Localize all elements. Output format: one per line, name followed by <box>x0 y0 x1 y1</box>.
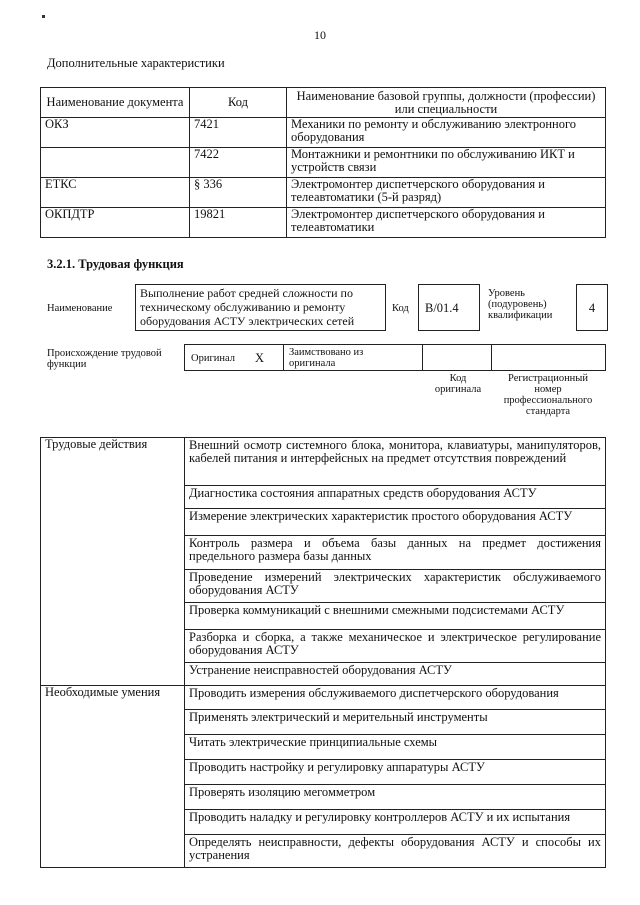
skill-item: Читать электрические принципиальные схемы <box>185 735 606 760</box>
header-doc: Наименование документа <box>41 88 190 118</box>
cell-name: Электромонтер диспетчерского оборудования и телеавтоматики <box>287 208 606 238</box>
cell-doc <box>41 148 190 178</box>
page-number: 10 <box>314 28 326 42</box>
table-row <box>41 148 606 178</box>
origin-divider <box>422 345 423 370</box>
name-label: Наименование <box>47 303 113 314</box>
borrowed-label: Заимствовано из оригинала <box>289 347 364 369</box>
skill-item: Проводить настройку и регулировку аппаратуры АСТУ <box>185 760 606 785</box>
function-details-table <box>40 437 606 868</box>
origin-divider <box>491 345 492 370</box>
action-item: Диагностика состояния аппаратных средств оборудования АСТУ <box>185 486 606 509</box>
actions-label: Трудовые действия <box>41 438 185 686</box>
skills-label: Необходимые умения <box>41 686 185 868</box>
reg-number-caption: Регистрационный номер профессионального стандарта <box>503 373 593 417</box>
table-row <box>41 438 606 486</box>
level-value: 4 <box>588 301 596 315</box>
skill-item: Применять электрический и мерительный инструменты <box>185 710 606 735</box>
level-label: Уровень (подуровень) квалификации <box>488 288 553 321</box>
action-item: Внешний осмотр системного блока, монитора, клавиатуры, манипуляторов, кабелей питания и интерфейсных на предмет отсутствия повреждений <box>185 438 606 486</box>
cell-name: Электромонтер диспетчерского оборудования и телеавтоматики (5-й разряд) <box>287 178 606 208</box>
action-item: Проведение измерений электрических характеристик обслуживаемого оборудования АСТУ <box>185 570 606 603</box>
cell-doc: ОКПДТР <box>41 208 190 238</box>
action-item: Измерение электрических характеристик простого оборудования АСТУ <box>185 509 606 536</box>
skill-item: Проводить наладку и регулировку контроллеров АСТУ и их испытания <box>185 810 606 835</box>
table-row <box>41 118 606 148</box>
action-item: Проверка коммуникаций с внешними смежными подсистемами АСТУ <box>185 603 606 630</box>
original-mark: X <box>255 351 265 365</box>
function-name-box <box>135 284 386 331</box>
action-item: Контроль размера и объема базы данных на предмет достижения предельного размера базы данных <box>185 536 606 570</box>
table-row <box>41 208 606 238</box>
skill-item: Проверять изоляцию мегомметром <box>185 785 606 810</box>
function-name: Выполнение работ средней сложности по техническому обслуживанию и ремонту оборудования АСТУ электрических сетей <box>140 286 355 328</box>
function-heading: 3.2.1. Трудовая функция <box>47 257 184 271</box>
function-code: В/01.4 <box>425 301 459 315</box>
origin-label: Происхождение трудовой функции <box>47 348 162 370</box>
cell-code: 7421 <box>190 118 287 148</box>
skill-item: Проводить измерения обслуживаемого диспетчерского оборудования <box>185 686 606 710</box>
header-code: Код <box>190 88 287 118</box>
table-row <box>41 178 606 208</box>
skill-item: Определять неисправности, дефекты оборудования АСТУ и способы их устранения <box>185 835 606 868</box>
function-code-box <box>418 284 480 331</box>
additional-title: Дополнительные характеристики <box>47 56 225 70</box>
origin-table <box>184 344 606 371</box>
cell-code: § 336 <box>190 178 287 208</box>
action-item: Устранение неисправностей оборудования АСТУ <box>185 663 606 686</box>
origin-divider <box>283 345 284 370</box>
original-label: Оригинал <box>191 353 235 364</box>
table-row <box>41 686 606 710</box>
cell-name: Механики по ремонту и обслуживанию электронного оборудования <box>287 118 606 148</box>
cell-doc: ЕТКС <box>41 178 190 208</box>
action-item: Разборка и сборка, а также механическое и электрическое регулирование оборудования АСТУ <box>185 630 606 663</box>
cell-doc: ОКЗ <box>41 118 190 148</box>
stray-mark <box>42 15 45 18</box>
additional-table <box>40 87 606 238</box>
cell-name: Монтажники и ремонтники по обслуживанию ИКТ и устройств связи <box>287 148 606 178</box>
code-label: Код <box>392 303 409 314</box>
cell-code: 19821 <box>190 208 287 238</box>
header-name: Наименование базовой группы, должности (профессии) или специальности <box>287 88 606 118</box>
level-box <box>576 284 608 331</box>
cell-code: 7422 <box>190 148 287 178</box>
code-original-caption: Код оригинала <box>434 373 482 395</box>
